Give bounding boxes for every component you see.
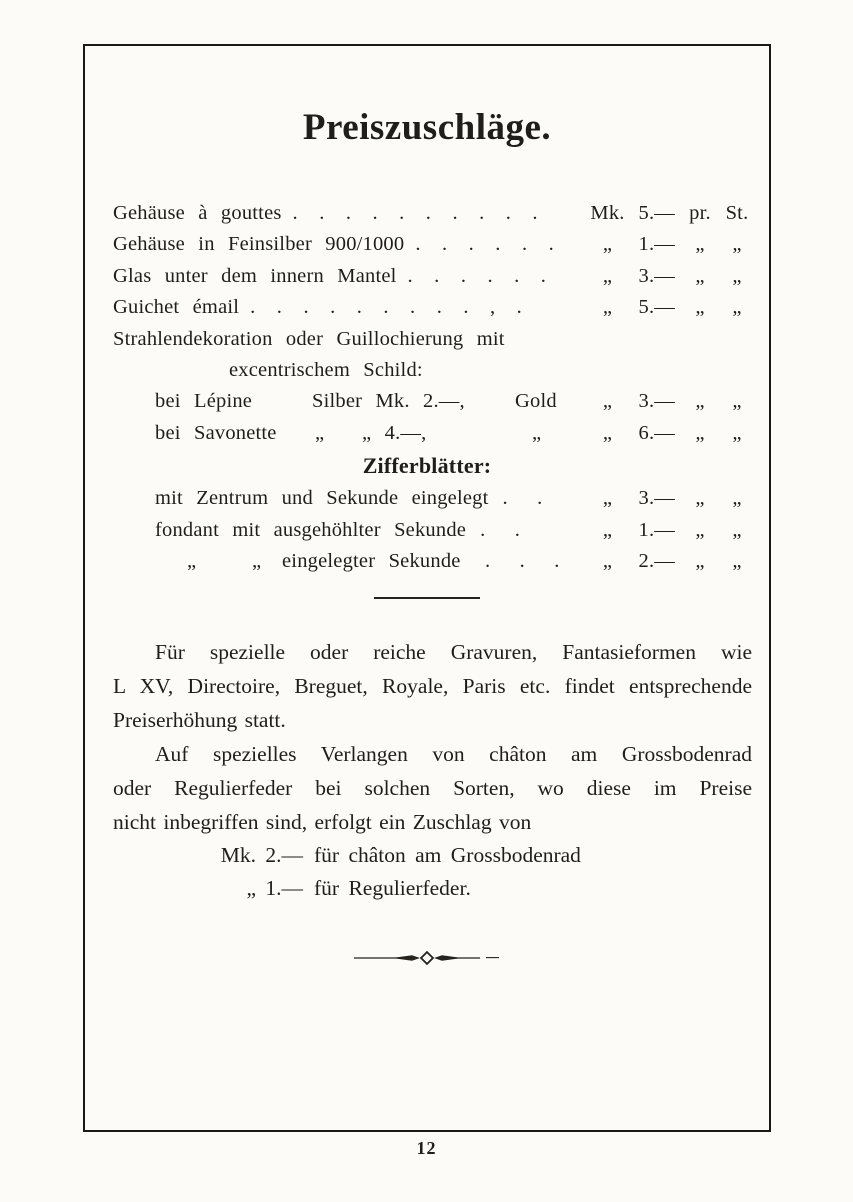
ditto-mark: „ [732, 549, 742, 572]
price-row [85, 418, 769, 449]
ditto-mark: „ [695, 549, 705, 572]
ditto-mark: „ [532, 421, 542, 444]
ditto-mark: „ [695, 421, 705, 444]
price-value: 3.— [638, 487, 675, 510]
ditto-mark: „ [695, 264, 705, 287]
paragraph-line: Für spezielle oder reiche Gravuren, Fantasieformen wie [155, 640, 752, 665]
surcharge-amount: Mk. 2.— [220, 843, 303, 868]
price-row [85, 515, 769, 546]
surcharge-text: für châton am Grossbodenrad [314, 843, 581, 868]
paragraph-line: Auf spezielles Verlangen von châton am Grossbodenrad [155, 742, 752, 767]
price-value: 3.— [638, 390, 675, 413]
ditto-mark: „ [732, 264, 742, 287]
item-text: Guichet émail [113, 296, 240, 319]
price-value: 2.— [638, 549, 675, 572]
notes-section [85, 635, 769, 839]
price-value: 3.— [638, 264, 675, 287]
price-value: 5.— [638, 202, 675, 224]
ditto-mark: „ [695, 487, 705, 510]
dot-leader: . . . . . . [407, 264, 547, 287]
price-row-wrapped-line [85, 355, 769, 386]
ditto-mark: „ [602, 390, 613, 413]
price-row [85, 546, 769, 577]
ditto-mark: „ [732, 518, 742, 541]
silver-price-text: „ 4.—, [362, 421, 427, 444]
price-list [85, 198, 769, 577]
item-label [113, 202, 538, 224]
paragraph-line: L XV, Directoire, Breguet, Royale, Paris etc. findet entsprechende [113, 674, 752, 699]
ditto-mark: „ [732, 390, 742, 413]
page-title: Preiszuschläge. [302, 107, 552, 148]
dot-leader: . . . . . . [415, 233, 554, 256]
surcharge-line [85, 839, 769, 872]
ditto-mark: „ [602, 518, 613, 541]
surcharge-line [85, 872, 769, 905]
ditto-mark: „ [695, 390, 705, 413]
item-text: mit Zentrum und Sekunde eingelegt [155, 487, 489, 510]
item-label [113, 233, 554, 255]
ditto-mark: „ [602, 233, 613, 256]
price-row [85, 229, 769, 260]
surcharge-amount: „ 1.— [246, 876, 303, 901]
surcharge-text: für Regulierfeder. [314, 876, 471, 901]
item-label [155, 519, 520, 541]
item-label [113, 265, 546, 287]
ditto-mark: „ [732, 233, 742, 256]
paragraph-line: Preiserhöhung statt. [113, 708, 286, 733]
dot-leader: . . . . . . . . . . [292, 202, 538, 224]
paragraph-line: nicht inbegriffen sind, erfolgt ein Zuschlag von [113, 810, 532, 835]
ditto-mark: „ [602, 264, 613, 287]
ornament-svg [352, 951, 502, 965]
dot-leader: . . . [485, 549, 560, 572]
currency-mark: Mk. [590, 202, 625, 224]
dot-leader: . . [502, 487, 543, 510]
ditto-mark: „ [315, 421, 325, 444]
paragraph-line: oder Regulierfeder bei solchen Sorten, wo diese im Preise [113, 776, 752, 801]
item-label [113, 296, 522, 318]
item-text: fondant mit ausgehöhlter Sekunde [155, 518, 467, 541]
ditto-mark: „ [252, 549, 262, 572]
price-row [85, 483, 769, 514]
item-label [155, 487, 543, 509]
item-text: Glas unter dem innern Mantel [113, 264, 397, 287]
ditto-mark: „ [732, 296, 742, 319]
ditto-mark: „ [695, 296, 705, 319]
price-row [85, 292, 769, 323]
ditto-mark: „ [732, 421, 742, 444]
item-text: Gehäuse in Feinsilber 900/1000 [113, 233, 405, 256]
section-heading: Zifferblätter: [362, 453, 492, 479]
end-ornament-icon [85, 951, 769, 970]
price-row [85, 198, 769, 229]
page-frame [83, 44, 771, 1132]
item-text: Strahlendekoration oder Guillochierung mit [113, 327, 505, 350]
ditto-mark: „ [602, 487, 613, 510]
ditto-mark: „ [602, 549, 613, 572]
price-value: 1.— [638, 518, 675, 541]
price-row-wrapped-line [85, 324, 769, 355]
item-text: excentrischem Schild: [229, 358, 423, 381]
ditto-mark: „ [695, 233, 705, 256]
price-value: 5.— [638, 296, 675, 319]
price-value: 1.— [638, 233, 675, 256]
ditto-mark: „ [602, 421, 613, 444]
ditto-mark: „ [187, 549, 197, 572]
item-text: bei Savonette [155, 421, 277, 444]
ditto-mark: „ [695, 518, 705, 541]
ditto-mark: „ [732, 487, 742, 510]
section-divider-rule [374, 597, 480, 599]
item-text: Gehäuse à gouttes [113, 202, 282, 224]
price-row [85, 261, 769, 292]
item-text: eingelegter Sekunde [282, 549, 461, 572]
page-number: 12 [416, 1138, 437, 1158]
item-text: bei Lépine [155, 390, 253, 413]
unit-piece: St. [725, 202, 749, 224]
price-row [85, 386, 769, 417]
dot-leader: . . [480, 518, 521, 541]
gold-label: Gold [515, 390, 557, 413]
silver-price-text: Silber Mk. 2.—, [312, 390, 465, 413]
ditto-mark: „ [602, 296, 613, 319]
unit-per: pr. [689, 202, 711, 224]
dot-leader: . . . . . . . . . , . [250, 296, 522, 319]
price-value: 6.— [638, 421, 675, 444]
